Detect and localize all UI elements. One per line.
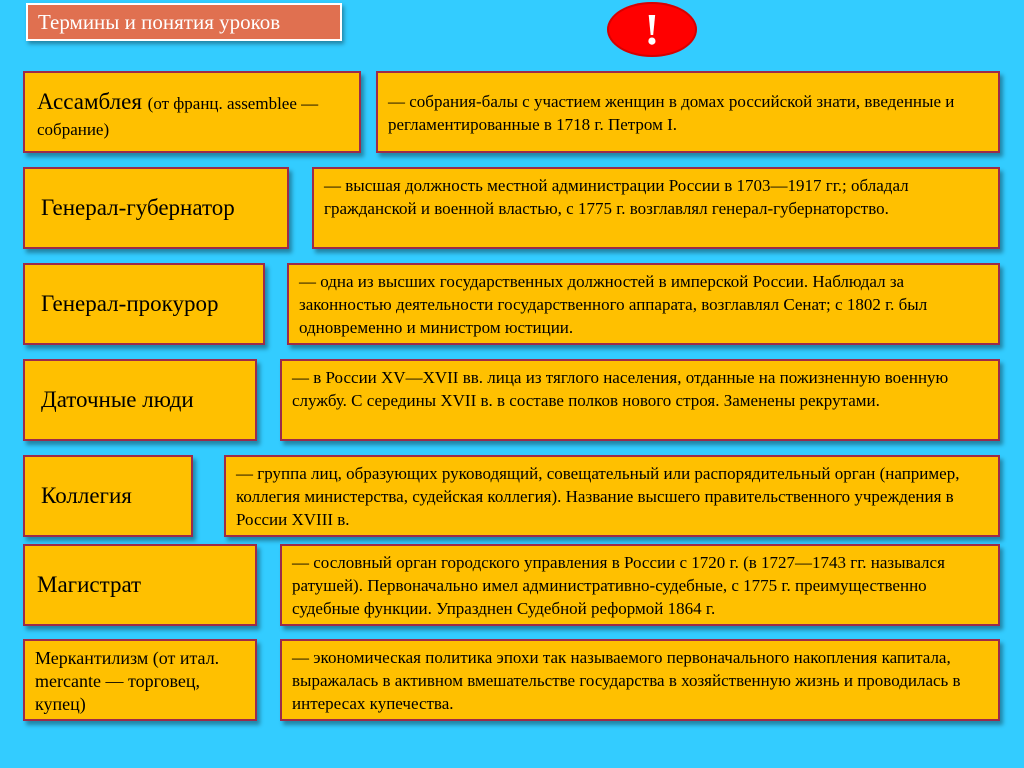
definition-text: — в России XV—XVII вв. лица из тяглого населения, отданные на пожизненную военную службу. С середины XVII в. в составе полков нового строя. Заменены рекрутами.	[292, 368, 949, 410]
definition-text: — одна из высших государственных должностей в имперской России. Наблюдал за законностью деятельности государственного аппарата, возглавлял Сенат; с 1802 г. был одновременно и министром юстиции.	[299, 272, 928, 337]
term-box-mercantilism	[23, 639, 257, 721]
term-box-magistrate	[23, 544, 257, 626]
term-label: Даточные люди	[41, 387, 194, 412]
term-label: Магистрат	[37, 572, 142, 597]
term-label: Ассамблея	[37, 89, 142, 114]
exclamation-alert-icon: !	[607, 2, 697, 57]
term-label: Генерал-прокурор	[41, 291, 219, 316]
term-note: (от франц. assemblee — собрание)	[37, 94, 319, 139]
definition-box-prosecutor-general	[287, 263, 1000, 345]
term-box-governor-general	[23, 167, 289, 249]
term-box-datochnye-lyudi	[23, 359, 257, 441]
definition-box-datochnye-lyudi	[280, 359, 1000, 441]
term-label: Меркантилизм (от итал. mercante — торговец, купец)	[35, 648, 220, 714]
definition-box-mercantilism	[280, 639, 1000, 721]
term-label: Генерал-губернатор	[41, 195, 235, 220]
definition-box-governor-general	[312, 167, 1000, 249]
definition-box-magistrate	[280, 544, 1000, 626]
term-box-assembly	[23, 71, 361, 153]
slide-title: Термины и понятия уроков	[26, 3, 342, 41]
term-box-collegium	[23, 455, 193, 537]
definition-text: — группа лиц, образующих руководящий, совещательный или распорядительный орган (например, коллегия министерства, судейская коллегия). Название высшего правительственного учреждения в России XVIII в.	[236, 464, 960, 529]
definition-text: — экономическая политика эпохи так называемого первоначального накопления капитала, выражалась в активном вмешательстве государства в хозяйственную жизнь и проводилась в интересах купечества.	[292, 648, 961, 713]
definition-text: — высшая должность местной администрации России в 1703—1917 гг.; обладал гражданской и военной властью, с 1775 г. возглавлял генерал-губернаторство.	[324, 176, 909, 218]
definition-box-assembly	[376, 71, 1000, 153]
term-label: Коллегия	[41, 483, 132, 508]
definition-box-collegium	[224, 455, 1000, 537]
definition-text: — сословный орган городского управления в России с 1720 г. (в 1727—1743 гг. назывался ратушей). Первоначально имел административно-судебные, с 1775 г. преимущественно судебные функции. Упразднен Судебной реформой 1864 г.	[292, 553, 945, 618]
definition-text: — собрания-балы с участием женщин в домах российской знати, введенные и регламентированные в 1718 г. Петром I.	[388, 92, 955, 134]
term-box-prosecutor-general	[23, 263, 265, 345]
